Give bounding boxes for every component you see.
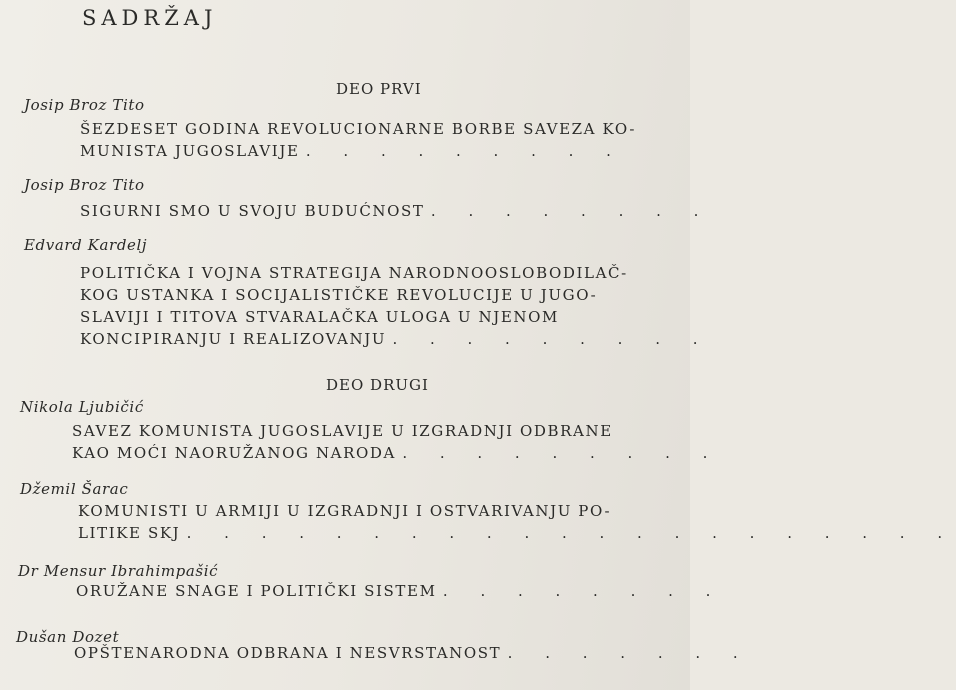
entry-title-line: LITIKE SKJ <box>78 524 181 542</box>
entry-title-line: KONCIPIRANJU I REALIZOVANJU <box>80 330 387 348</box>
section-heading-part-1: DEO PRVI <box>336 80 422 98</box>
entry-author: Dušan Dozet <box>16 628 120 646</box>
page-title: SADRŽAJ <box>82 6 218 30</box>
leader-dots: . . . . . . . . . . . . . . . . . . . . . <box>186 524 956 542</box>
entry-title-line: ŠEZDESET GODINA REVOLUCIONARNE BORBE SAVEZA KO- <box>80 120 636 138</box>
leader-dots: . . . . . . . . . <box>392 330 712 348</box>
entry-title-line: SIGURNI SMO U SVOJU BUDUĆNOST <box>80 202 425 220</box>
entry-author: Nikola Ljubičić <box>20 398 144 416</box>
entry-title-line: KOG USTANKA I SOCIJALISTIČKE REVOLUCIJE U JUGO- <box>80 286 598 304</box>
entry-title-line: KAO MOĆI NAORUŽANOG NARODA <box>72 444 396 462</box>
entry-title-line: KOMUNISTI U ARMIJI U IZGRADNJI I OSTVARIVANJU PO- <box>78 502 612 520</box>
entry-author: Džemil Šarac <box>20 480 129 498</box>
leader-dots: . . . . . . . . <box>442 582 725 600</box>
toc-entry-6[interactable] <box>76 580 724 602</box>
entry-title-line: OPŠTENARODNA ODBRANA I NESVRSTANOST <box>74 644 502 662</box>
leader-dots: . . . . . . . <box>507 644 752 662</box>
entry-title-line: MUNISTA JUGOSLAVIJE <box>80 142 300 160</box>
leader-dots: . . . . . . . . . <box>305 142 625 160</box>
toc-entry-7[interactable] <box>74 642 752 664</box>
entry-title-line: SLAVIJI I TITOVA STVARALAČKA ULOGA U NJENOM <box>80 308 559 326</box>
entry-author: Dr Mensur Ibrahimpašić <box>18 562 219 580</box>
leader-dots: . . . . . . . . <box>430 202 713 220</box>
entry-author: Edvard Kardelj <box>24 236 148 254</box>
section-heading-part-2: DEO DRUGI <box>326 376 429 394</box>
entry-author: Josip Broz Tito <box>24 96 145 114</box>
entry-author: Josip Broz Tito <box>24 176 145 194</box>
entry-title-line: POLITIČKA I VOJNA STRATEGIJA NARODNOOSLOBODILAČ- <box>80 264 628 282</box>
toc-entry-1[interactable] <box>80 118 636 162</box>
entry-title-line: SAVEZ KOMUNISTA JUGOSLAVIJE U IZGRADNJI ODBRANE <box>72 422 613 440</box>
toc-entry-5[interactable] <box>78 500 956 544</box>
leader-dots: . . . . . . . . . <box>402 444 722 462</box>
toc-entry-2[interactable] <box>80 200 712 222</box>
toc-entry-4[interactable] <box>72 420 721 464</box>
toc-entry-3[interactable] <box>80 262 712 350</box>
entry-title-line: ORUŽANE SNAGE I POLITIČKI SISTEM <box>76 582 437 600</box>
